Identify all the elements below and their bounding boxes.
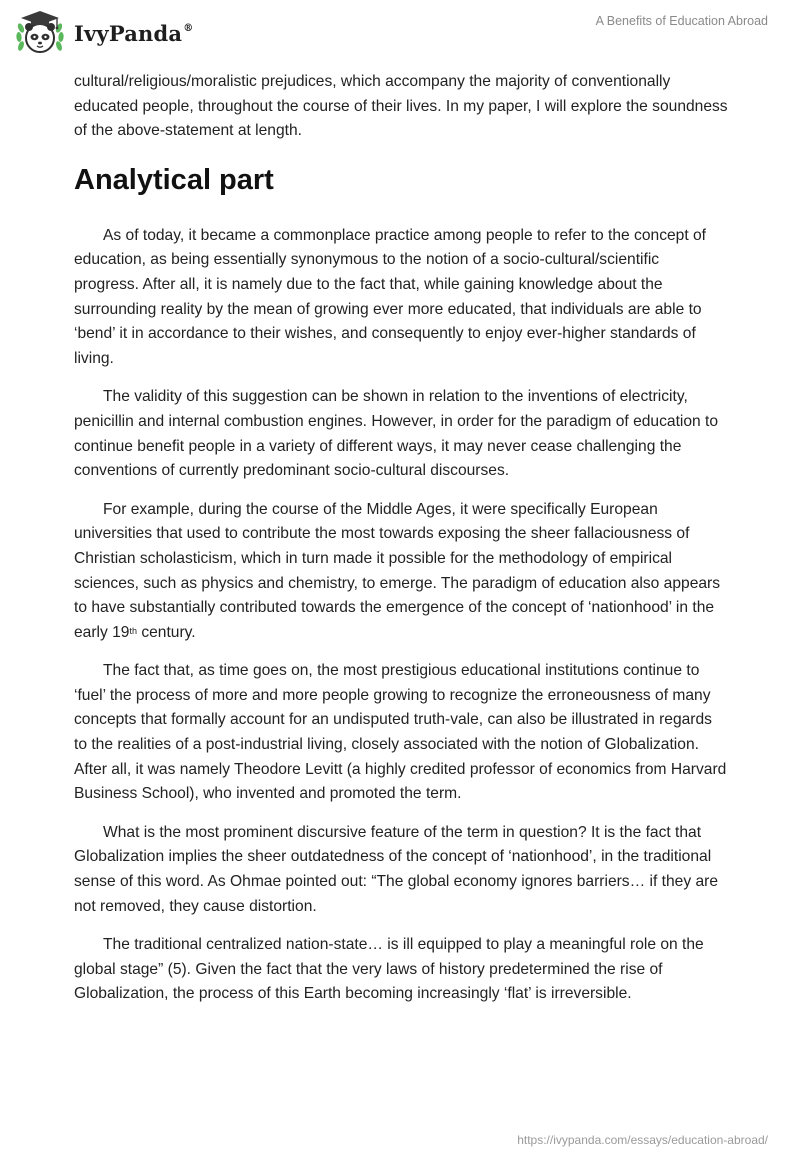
panda-graduate-icon xyxy=(14,8,66,56)
essay-content xyxy=(74,70,728,1021)
page-header xyxy=(0,0,800,62)
section-heading: Analytical part xyxy=(74,163,274,196)
body-paragraph-1: As of today, it became a commonplace practice among people to refer to the concept of education, as being essentially synonymous to the notion of a socio-cultural/scientific progress. After all, it is namely due to the fact that, while gaining knowledge about the surrounding reality by the mean of growing ever more educated, that individuals are able to ‘bend’ it in accordance to their wishes, and consequently to enjoy ever-higher standards of living. xyxy=(74,226,707,367)
body-paragraph-3 xyxy=(74,498,728,646)
intro-paragraph: cultural/religious/moralistic prejudices, which accompany the majority of conventionally educated people, throughout the course of their lives. In my paper, I will explore the soundness of the above-statement at length. xyxy=(74,73,728,140)
body-paragraph-3-tail: century. xyxy=(137,623,196,641)
registered-mark: ® xyxy=(183,22,194,34)
body-paragraph-4: The fact that, as time goes on, the most prestigious educational institutions continue to ‘fuel’ the process of more and more people growing to recognize the erroneousness of many concepts that formally account for an undisputed truth-vale, can also be illustrated in regards to the realities of a post-industrial living, closely associated with the notion of Globalization. After all, it was namely Theodore Levitt (a highly credited professor of economics from Harvard Business School), who invented and promoted the term. xyxy=(74,662,727,803)
document-title: A Benefits of Education Abroad xyxy=(595,14,768,28)
body-paragraph-2: The validity of this suggestion can be shown in relation to the inventions of electricity, penicillin and internal combustion engines. However, in order for the paradigm of education to continue benefit people in a variety of different ways, it may never cease challenging the conventions of currently predominant socio-cultural discourses. xyxy=(74,388,719,480)
brand-name: IvyPanda® xyxy=(74,20,194,46)
body-paragraph-6: The traditional centralized nation-state… is ill equipped to play a meaningful role on the global stage” (5). Given the fact that the very laws of history predetermined the rise of Globalization, the process of this Earth becoming increasingly ‘flat’ is irreversible. xyxy=(74,936,704,1003)
ordinal-superscript: th xyxy=(129,625,137,636)
body-paragraph-5: What is the most prominent discursive feature of the term in question? It is the fact that Globalization implies the sheer outdatedness of the concept of ‘nationhood’, in the traditional sense of this word. As Ohmae pointed out: “The global economy ignores barriers… if they are not removed, they cause distortion. xyxy=(74,823,719,915)
footer-source-url[interactable]: https://ivypanda.com/essays/education-abroad/ xyxy=(517,1133,768,1147)
body-paragraph-3-text: For example, during the course of the Middle Ages, it were specifically European universities that used to contribute the most towards exposing the sheer fallaciousness of Christian scholasticism, which in turn made it possible for the methodology of empirical sciences, such as physics and chemistry, to emerge. The paradigm of education also appears to have substantially contributed towards the emergence of the concept of ‘nationhood’ in the early 19 xyxy=(74,500,721,641)
ivypanda-logo[interactable] xyxy=(14,8,193,56)
